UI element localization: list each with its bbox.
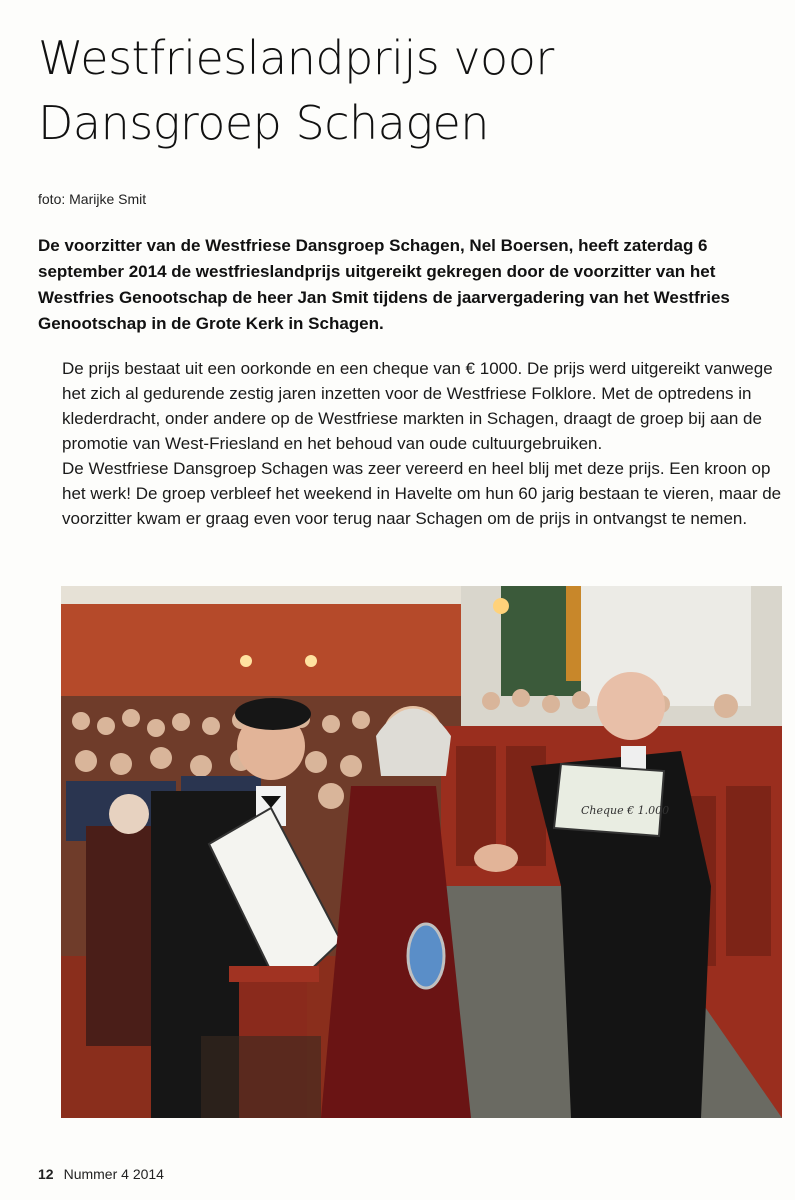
article-lead: De voorzitter van de Westfriese Dansgroep Schagen, Nel Boersen, heeft zaterdag 6 september 2014 de westfrieslandprijs uitgereikt gekregen door de voorzitter van het Westfries Genootschap de heer Jan Smit tijdens de jaarvergadering van het Westfries Genootschap in de Grote Kerk in Schagen. — [38, 236, 730, 333]
page-number: 12 — [38, 1166, 54, 1182]
article-body — [62, 356, 787, 531]
photo-credit: foto: Marijke Smit — [38, 191, 147, 207]
ceremony-illustration — [61, 586, 782, 1118]
article-title: Westfrieslandprijs voor Dansgroep Schagen — [38, 31, 554, 150]
body-paragraph-1: De prijs bestaat uit een oorkonde en een cheque van € 1000. De prijs werd uitgereikt vanwege het zich al gedurende zestig jaren inzetten voor de Westfriese Folklore. Met de optredens in klederdracht, onder andere op de Westfriese markten in Schagen, draagt de groep bij aan de promotie van West-Friesland en het behoud van oude cultuurgebruiken. — [62, 359, 773, 453]
body-paragraph-2: De Westfriese Dansgroep Schagen was zeer vereerd en heel blij met deze prijs. Een kroon op het werk! De groep verbleef het weekend in Havelte om hun 60 jarig bestaan te vieren, maar de voorzitter kwam er graag even voor terug naar Schagen om de prijs in ontvangst te nemen. — [62, 459, 782, 528]
article-photo — [61, 586, 782, 1118]
issue-label: Nummer 4 2014 — [63, 1166, 164, 1182]
cheque-text: Cheque € 1.000 — [581, 804, 670, 817]
page-footer — [38, 1166, 164, 1182]
